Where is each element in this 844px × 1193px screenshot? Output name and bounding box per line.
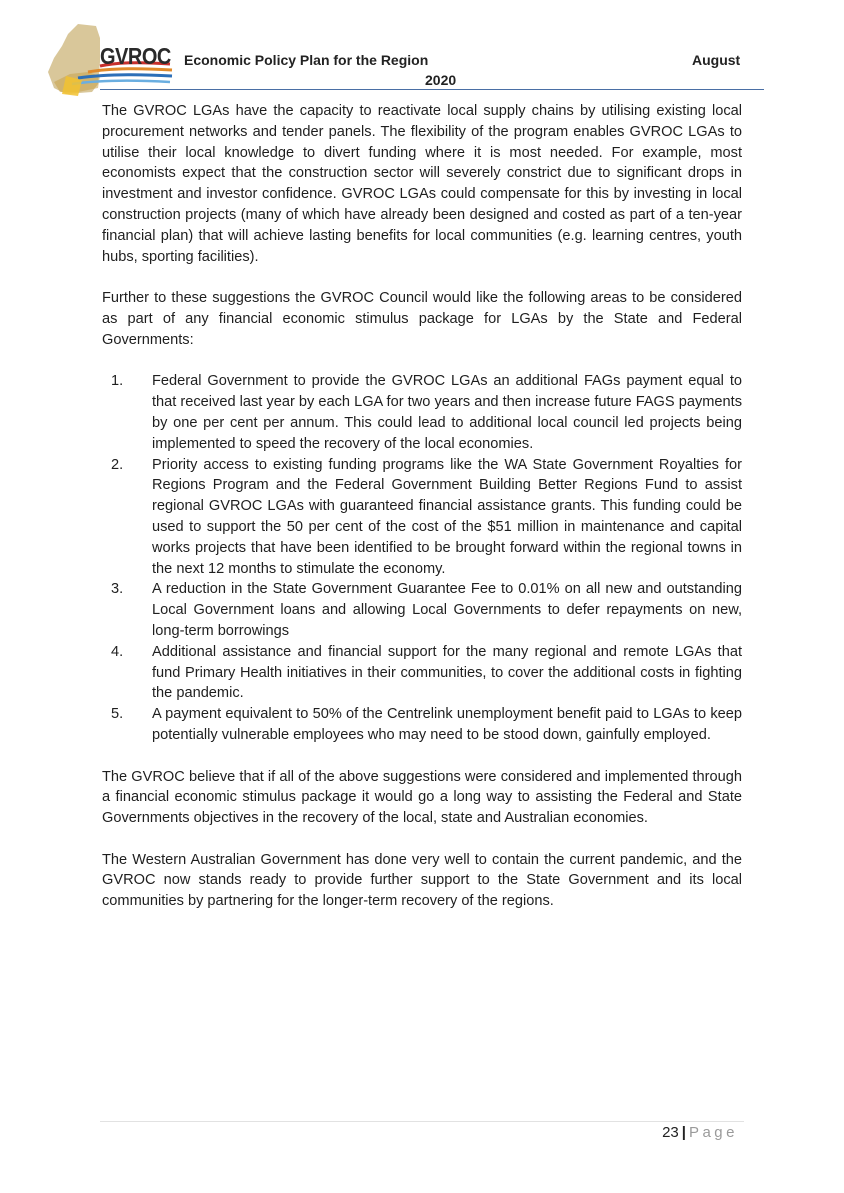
list-item: [102, 579, 742, 641]
document-month: August: [692, 52, 741, 68]
list-item-text: A reduction in the State Government Guarantee Fee to 0.01% on all new and outstanding Local Government loans and allowing Local Governments to defer repayments on new, long-term borrowings: [152, 581, 742, 639]
list-item-number: 1.: [111, 373, 124, 390]
list-item-text: A payment equivalent to 50% of the Centrelink unemployment benefit paid to LGAs to keep potentially vulnerable employees who may need to be stood down, gainfully employed.: [152, 706, 742, 743]
list-item-text: Federal Government to provide the GVROC LGAs an additional FAGs payment equal to that received last year by each LGA for two years and then increase future FAGS payments by one per cent per annum. This could lead to additional local council led projects being implemented to speed the recovery of the local economies.: [152, 373, 742, 452]
page-header: [0, 0, 844, 100]
footer-divider: [100, 1121, 744, 1122]
page-label: Page: [688, 1124, 738, 1141]
list-item-text: Priority access to existing funding programs like the WA State Government Royalties for Regions Program and the Federal Government Building Better Regions Fund to assist regional GVROC LGAs with guaranteed financial assistance grants. This funding could be used to support the 50 per cent of the cost of the $51 million in maintenance and capital works projects that have been identified to be brought forward within the regional towns in the next 12 months to stimulate the economy.: [152, 456, 742, 577]
page-separator: |: [681, 1124, 686, 1141]
paragraph-conclusion: The GVROC believe that if all of the above suggestions were considered and implemented through a financial economic stimulus package it would go a long way to assisting the Federal and State Governments objectives in the recovery of the local, state and Australian economies.: [102, 768, 742, 827]
list-item-number: 4.: [111, 643, 124, 660]
page-footer: [662, 1124, 738, 1141]
page-number: 23: [662, 1124, 679, 1141]
header-divider: [100, 89, 764, 90]
list-item: [102, 704, 742, 746]
list-item: [102, 371, 742, 454]
page-content: [102, 101, 742, 933]
list-item-number: 5.: [111, 706, 124, 723]
stimulus-requests-list: [102, 371, 742, 745]
list-item-text: Additional assistance and financial support for the many regional and remote LGAs that fund Primary Health initiatives in their communities, to cover the additional costs in fighting the pandemic.: [152, 643, 742, 702]
document-year: 2020: [425, 72, 457, 88]
list-item-number: 2.: [111, 456, 124, 473]
document-title: Economic Policy Plan for the Region: [184, 52, 429, 68]
logo-wordmark: GVROC: [100, 44, 171, 70]
paragraph-suggestions-intro: Further to these suggestions the GVROC Council would like the following areas to be considered as part of any financial economic stimulus package for LGAs by the State and Federal Governments:: [102, 290, 742, 348]
list-item: [102, 455, 742, 580]
list-item-number: 3.: [111, 581, 124, 598]
list-item: [102, 642, 742, 704]
paragraph-wa-government: The Western Australian Government has done very well to contain the current pandemic, and the GVROC now stands ready to provide further support to the State Government and its local communities by partnering for the longer-term recovery of the regions.: [102, 851, 742, 910]
paragraph-supply-chains: The GVROC LGAs have the capacity to reactivate local supply chains by utilising existing local procurement networks and tender panels. The flexibility of the program enables GVROC LGAs to utilise their local knowledge to divert funding where it is most needed. For example, most economists expect that the construction sector will severely constrict due to significant drops in investment and investor confidence. GVROC LGAs could compensate for this by investing in local construction projects (many of which have already been designed and costed as part of a ten-year financial plan) that will achieve lasting benefits for local communities (e.g. learning centres, youth hubs, sporting facilities).: [102, 103, 742, 265]
